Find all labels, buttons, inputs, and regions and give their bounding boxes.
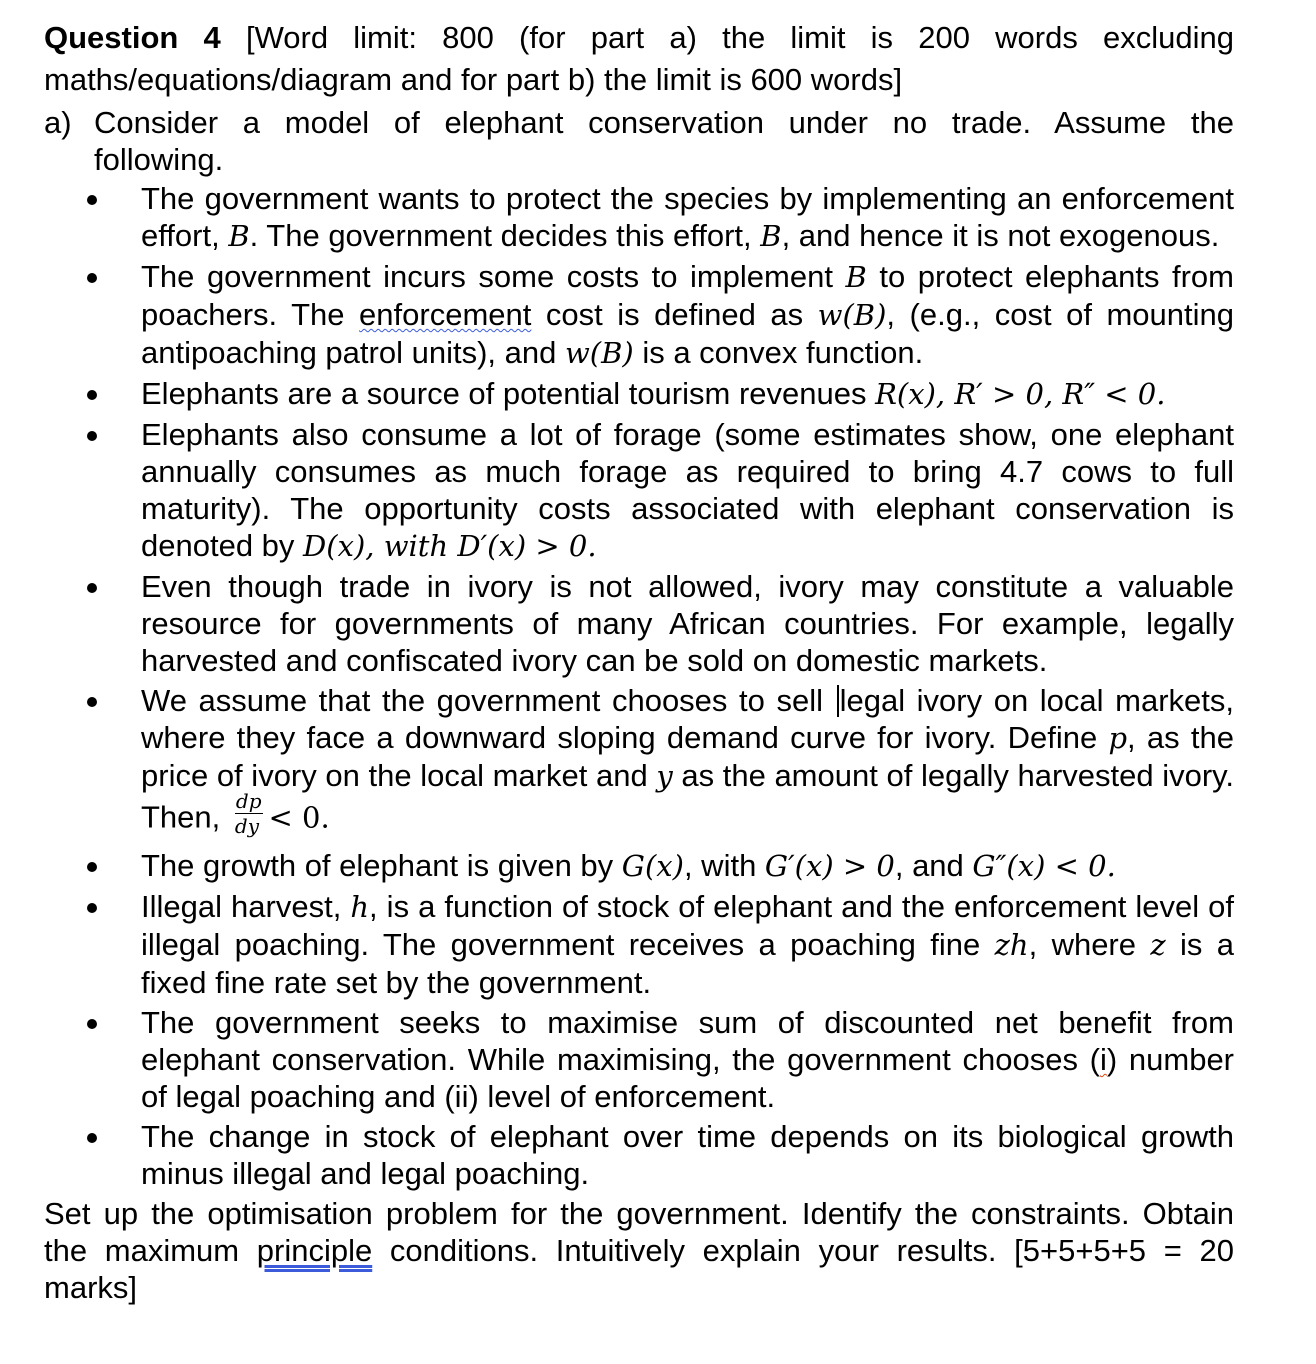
math-expression: < 0. xyxy=(268,800,330,835)
item-text: legal ivory on local markets, where they face a downward sloping demand curve for ivory. Define xyxy=(141,683,1234,755)
math-expression: B xyxy=(228,219,250,253)
math-expression: w(B) xyxy=(564,336,634,370)
spelling-flagged-word: i xyxy=(1099,1042,1107,1077)
item-text: Even though trade in ivory is not allowed, ivory may constitute a valuable resource for governments of many African countries. For example, legally harvested and confiscated ivory can be sold on domestic markets. xyxy=(141,569,1234,678)
item-text: cost is defined as xyxy=(531,297,818,332)
math-expression: p xyxy=(1108,721,1128,755)
part-a xyxy=(44,104,1234,178)
item-text: , and hence it is not exogenous. xyxy=(781,218,1220,253)
question-label: Question 4 xyxy=(44,20,221,55)
list-item xyxy=(44,180,1234,255)
bullet-icon xyxy=(87,1019,97,1029)
math-expression: G″(x) < 0. xyxy=(972,849,1116,883)
bullet-icon xyxy=(87,273,97,283)
item-text: The government wants to protect the species by implementing an enforcement effort, xyxy=(141,181,1234,253)
part-a-intro-line-2: following. xyxy=(94,142,224,177)
instruction-text: conditions. Intuitively explain your results. [5+5+5+5 = 20 marks] xyxy=(44,1233,1234,1305)
word-limit-text: [Word limit: 800 (for part a) the limit is 200 words excluding xyxy=(245,20,1234,55)
question-document xyxy=(44,17,1234,1306)
fraction-numerator: dp xyxy=(235,789,262,813)
item-text: to protect elephants from poachers. The xyxy=(141,259,1234,332)
math-expression: B xyxy=(845,260,867,294)
bullet-icon xyxy=(87,1133,97,1143)
list-item xyxy=(44,1118,1234,1192)
text-cursor xyxy=(837,685,839,717)
math-expression: B xyxy=(760,219,782,253)
item-text: The change in stock of elephant over time depends on its biological growth minus illegal and legal poaching. xyxy=(141,1119,1234,1191)
bullet-icon xyxy=(87,903,97,913)
item-text: The government incurs some costs to implement xyxy=(141,259,846,294)
list-item xyxy=(44,847,1234,885)
fraction-denominator: dy xyxy=(234,814,259,838)
item-text: . The government decides this effort, xyxy=(249,218,761,253)
item-text: as the amount of legally harvested ivory. Then, xyxy=(141,758,1234,835)
item-text: , (e.g., cost of mounting antipoaching patrol units), and xyxy=(141,297,1234,370)
math-expression: zh xyxy=(994,928,1029,962)
item-text: ) number of legal poaching and (ii) level of enforcement. xyxy=(141,1042,1235,1114)
bullet-icon xyxy=(87,697,97,707)
list-item xyxy=(44,888,1234,1001)
bullet-icon xyxy=(87,862,97,872)
bullet-icon xyxy=(87,195,97,205)
list-item xyxy=(44,258,1234,372)
math-expression: y xyxy=(656,759,673,793)
question-heading-line-1 xyxy=(44,17,1234,59)
math-expression: G′(x) > 0 xyxy=(764,849,895,883)
grammar-flagged-word: enforcement xyxy=(359,297,532,332)
item-text: is a convex function. xyxy=(633,335,924,370)
part-a-label: a) xyxy=(44,105,72,140)
bullet-icon xyxy=(87,431,97,441)
item-text: The government seeks to maximise sum of discounted net benefit from elephant conservation. While maximising, the government chooses ( xyxy=(141,1005,1234,1077)
part-a-intro-line-1: Consider a model of elephant conservation under no trade. Assume the xyxy=(94,105,1234,140)
list-item xyxy=(44,568,1234,679)
item-text: The growth of elephant is given by xyxy=(141,848,622,883)
assumption-list xyxy=(44,180,1234,1192)
task-instructions xyxy=(44,1195,1234,1306)
grammar-flagged-word: principle xyxy=(256,1233,373,1268)
item-text: , where xyxy=(1028,927,1151,962)
item-text: Elephants are a source of potential tourism revenues xyxy=(141,376,876,411)
item-text: , is a function of stock of elephant and the enforcement level of illegal poaching. The government receives a poaching fine xyxy=(141,889,1234,962)
item-text: , and xyxy=(894,848,973,883)
derivative-fraction xyxy=(235,789,263,838)
math-expression: z xyxy=(1150,928,1166,962)
math-expression: D(x), with D′(x) > 0. xyxy=(303,529,597,563)
list-item xyxy=(44,416,1234,565)
math-expression: R(x), R′ > 0, R″ < 0. xyxy=(875,377,1166,411)
question-heading-line-2: maths/equations/diagram and for part b) the limit is 600 words] xyxy=(44,62,903,97)
item-text: Elephants also consume a lot of forage (some estimates show, one elephant annually consumes as much forage as required to bring 4.7 cows to full maturity). The opportunity costs associated with elephant conservation is denoted by xyxy=(141,417,1234,563)
list-item xyxy=(44,1004,1234,1115)
math-expression: h xyxy=(350,890,370,924)
item-text: is a fixed fine rate set by the government. xyxy=(141,927,1234,1000)
item-text: Illegal harvest, xyxy=(141,889,351,924)
item-text: , as the price of ivory on the local market and xyxy=(141,720,1234,793)
item-text: We assume that the government chooses to sell xyxy=(141,683,835,718)
math-expression: G(x) xyxy=(621,849,684,883)
math-expression: w(B) xyxy=(817,298,887,332)
bullet-icon xyxy=(87,583,97,593)
bullet-icon xyxy=(87,390,97,400)
item-text: , with xyxy=(683,848,765,883)
list-item xyxy=(44,682,1234,844)
list-item xyxy=(44,375,1234,413)
instruction-text: Set up the optimisation problem for the government. Identify the constraints. Obtain the maximum xyxy=(44,1196,1234,1268)
